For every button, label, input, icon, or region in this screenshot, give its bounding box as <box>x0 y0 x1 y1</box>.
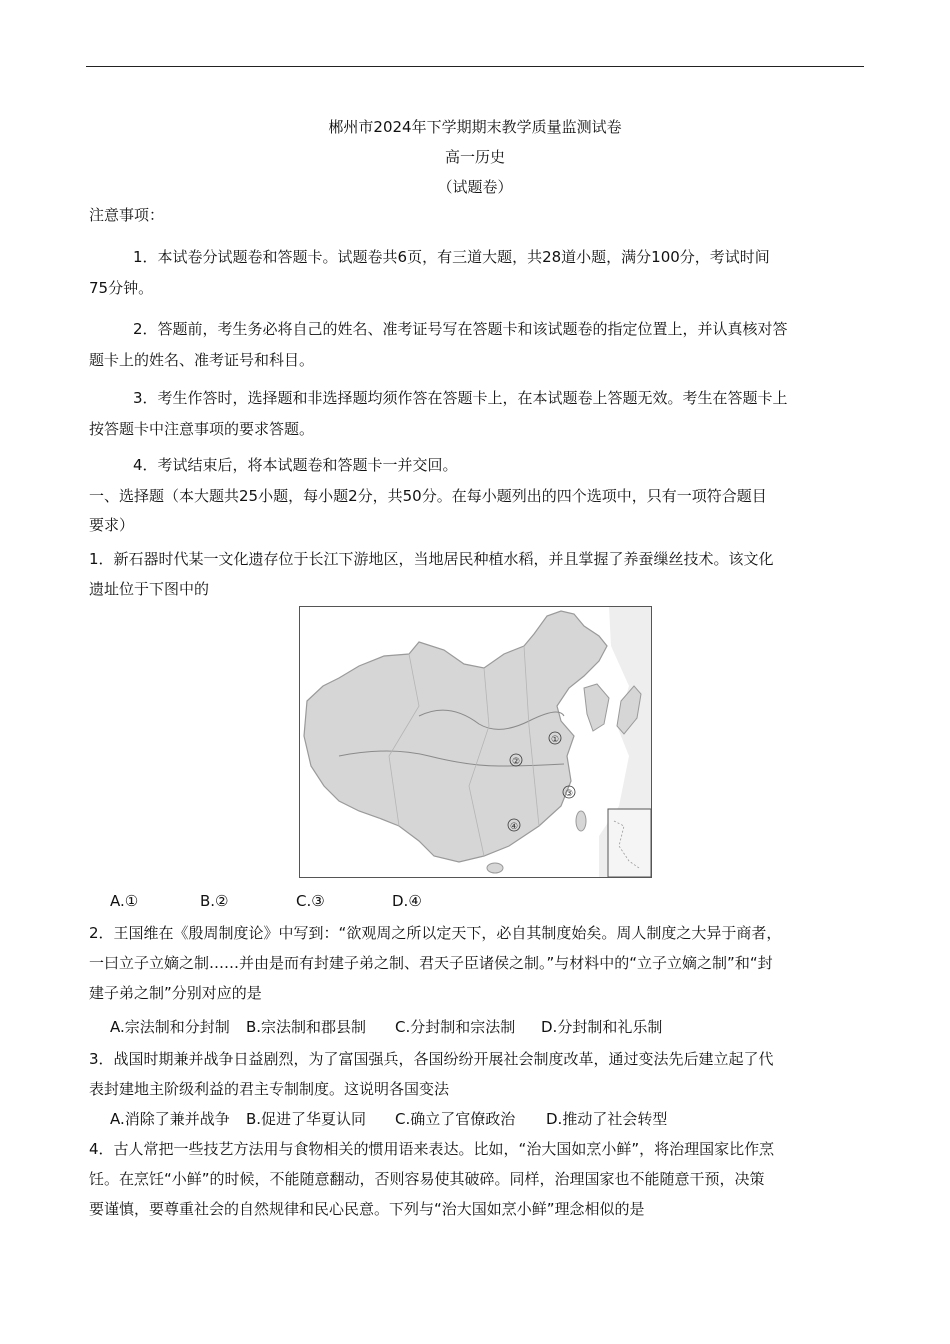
q3-option-d: D.推动了社会转型 <box>546 1110 668 1128</box>
notice-item-4: 4．考试结束后，将本试题卷和答题卡一并交回。 <box>133 456 458 474</box>
notice-item-2-line1: 2．答题前，考生务必将自己的姓名、准考证号写在答题卡和该试题卷的指定位置上，并认真核对答 <box>133 320 788 338</box>
notice-item-1-line1: 1．本试卷分试题卷和答题卡。试题卷共6页，有三道大题，共28道小题，满分100分，考试时间 <box>133 248 770 266</box>
marker-1-label: ① <box>550 735 560 745</box>
notice-item-3-line2: 按答题卡中注意事项的要求答题。 <box>89 420 315 438</box>
q1-option-b: B.② <box>200 892 229 910</box>
q1-stem-line1: 1．新石器时代某一文化遗存位于长江下游地区，当地居民种植水稻，并且掌握了养蚕缫丝技术。该文化 <box>89 550 774 568</box>
q2-stem-line3: 建子弟之制”分别对应的是 <box>89 984 262 1002</box>
q4-stem-line3: 要谨慎，要尊重社会的自然规律和民心民意。下列与“治大国如烹小鲜”理念相似的是 <box>89 1200 645 1218</box>
q3-option-c: C.确立了官僚政治 <box>395 1110 516 1128</box>
q4-stem-line1: 4．古人常把一些技艺方法用与食物相关的惯用语来表达。比如，“治大国如烹小鲜”，将治理国家比作烹 <box>89 1140 775 1158</box>
q2-option-b: B.宗法制和郡县制 <box>246 1018 367 1036</box>
notice-item-3-line1: 3．考生作答时，选择题和非选择题均须作答在答题卡上，在本试题卷上答题无效。考生在答题卡上 <box>133 389 788 407</box>
q1-option-c: C.③ <box>296 892 325 910</box>
marker-4-label: ④ <box>509 822 519 832</box>
exam-volume: （试题卷） <box>437 178 513 196</box>
taiwan-island <box>576 811 586 831</box>
q2-stem-line1: 2．王国维在《殷周制度论》中写到：“欲观周之所以定天下，必自其制度始矣。周人制度之大异于商者， <box>89 924 782 942</box>
q1-option-d: D.④ <box>392 892 422 910</box>
q1-option-a: A.① <box>110 892 139 910</box>
south-china-sea-inset <box>608 809 651 877</box>
q2-option-c: C.分封制和宗法制 <box>395 1018 516 1036</box>
marker-3-label: ③ <box>564 789 574 799</box>
china-map-figure <box>299 606 652 878</box>
q2-option-d: D.分封制和礼乐制 <box>541 1018 663 1036</box>
q1-stem-line2: 遗址位于下图中的 <box>89 580 210 598</box>
notice-heading: 注意事项： <box>89 206 165 224</box>
exam-subject: 高一历史 <box>444 148 505 166</box>
marker-2-label: ② <box>511 757 521 767</box>
top-rule <box>86 66 864 67</box>
section1-heading-line2: 要求） <box>89 516 135 534</box>
q2-stem-line2: 一曰立子立嫡之制……并由是而有封建子弟之制、君天子臣诸侯之制。”与材料中的“立子立嫡之制”和“封 <box>89 954 773 972</box>
q3-stem-line1: 3．战国时期兼并战争日益剧烈，为了富国强兵，各国纷纷开展社会制度改革，通过变法先后建立起了代 <box>89 1050 774 1068</box>
q4-stem-line2: 饪。在烹饪“小鲜”的时候，不能随意翻动，否则容易使其破碎。同样，治理国家也不能随意干预，决策 <box>89 1170 765 1188</box>
exam-title: 郴州市2024年下学期期末教学质量监测试卷 <box>328 118 622 136</box>
q3-option-a: A.消除了兼并战争 <box>110 1110 230 1128</box>
q3-option-b: B.促进了华夏认同 <box>246 1110 367 1128</box>
notice-item-1-line2: 75分钟。 <box>89 279 154 297</box>
q2-option-a: A.宗法制和分封制 <box>110 1018 230 1036</box>
notice-item-2-line2: 题卡上的姓名、准考证号和科目。 <box>89 351 315 369</box>
q3-stem-line2: 表封建地主阶级利益的君主专制制度。这说明各国变法 <box>89 1080 450 1098</box>
section1-heading-line1: 一、选择题（本大题共25小题，每小题2分，共50分。在每小题列出的四个选项中，只有一项符合题目 <box>89 487 767 505</box>
hainan-island <box>487 863 503 873</box>
